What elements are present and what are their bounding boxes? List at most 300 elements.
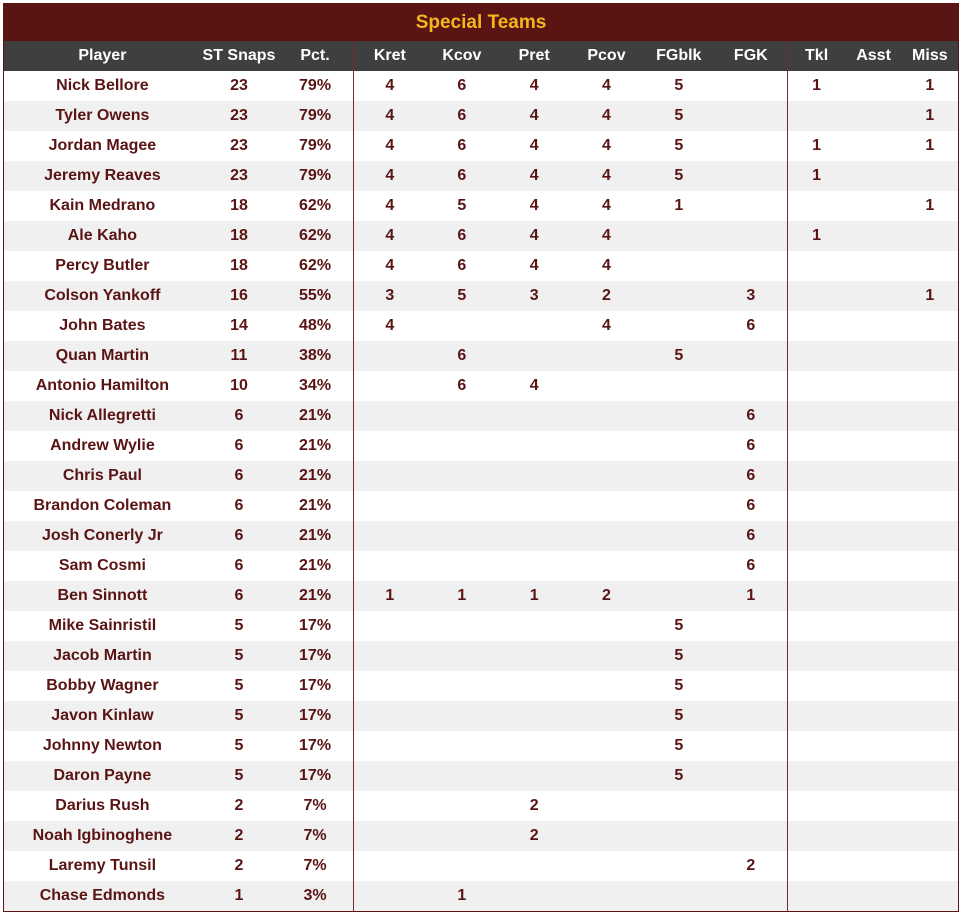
cell-asst [845, 521, 901, 551]
cell-pct: 62% [277, 251, 353, 281]
cell-fgk [715, 71, 787, 101]
cell-pcov [570, 341, 642, 371]
cell-miss [902, 701, 958, 731]
cell-kret [353, 371, 425, 401]
cell-st-snaps: 23 [201, 101, 277, 131]
cell-fgblk: 5 [643, 761, 715, 791]
cell-fgk: 6 [715, 551, 787, 581]
cell-miss [902, 641, 958, 671]
cell-st-snaps: 6 [201, 551, 277, 581]
cell-miss [902, 581, 958, 611]
cell-pct: 79% [277, 71, 353, 101]
cell-tkl [787, 821, 845, 851]
table-title: Special Teams [4, 4, 958, 41]
cell-kcov [426, 851, 498, 881]
cell-kret [353, 761, 425, 791]
cell-tkl [787, 791, 845, 821]
cell-kret [353, 731, 425, 761]
cell-pcov [570, 701, 642, 731]
cell-pct: 17% [277, 701, 353, 731]
cell-pct: 17% [277, 761, 353, 791]
cell-pcov [570, 491, 642, 521]
cell-fgk [715, 251, 787, 281]
table-row [4, 101, 958, 131]
cell-pcov: 4 [570, 311, 642, 341]
cell-fgblk [643, 791, 715, 821]
cell-pct: 21% [277, 581, 353, 611]
cell-fgk: 1 [715, 581, 787, 611]
cell-pret: 4 [498, 131, 570, 161]
cell-fgk: 6 [715, 431, 787, 461]
cell-fgblk [643, 431, 715, 461]
table-row [4, 821, 958, 851]
cell-pret: 2 [498, 791, 570, 821]
cell-tkl [787, 281, 845, 311]
cell-asst [845, 251, 901, 281]
cell-pcov [570, 401, 642, 431]
cell-st-snaps: 1 [201, 881, 277, 911]
cell-st-snaps: 14 [201, 311, 277, 341]
cell-miss: 1 [902, 281, 958, 311]
cell-asst [845, 581, 901, 611]
cell-miss [902, 461, 958, 491]
cell-st-snaps: 6 [201, 401, 277, 431]
cell-pcov: 4 [570, 131, 642, 161]
cell-tkl [787, 641, 845, 671]
cell-tkl [787, 731, 845, 761]
cell-kret: 4 [353, 161, 425, 191]
column-header-pret: Pret [498, 41, 570, 71]
column-header-asst: Asst [845, 41, 901, 71]
cell-pct: 21% [277, 491, 353, 521]
cell-kcov: 6 [426, 101, 498, 131]
cell-kret [353, 611, 425, 641]
cell-asst [845, 641, 901, 671]
cell-fgk: 2 [715, 851, 787, 881]
cell-kcov: 1 [426, 581, 498, 611]
cell-asst [845, 431, 901, 461]
cell-pcov [570, 371, 642, 401]
cell-kcov [426, 491, 498, 521]
cell-pct: 7% [277, 821, 353, 851]
cell-pret: 4 [498, 221, 570, 251]
cell-kret: 4 [353, 191, 425, 221]
cell-kcov [426, 701, 498, 731]
player-name-cell: Noah Igbinoghene [4, 821, 201, 851]
cell-kcov [426, 461, 498, 491]
cell-kret [353, 341, 425, 371]
table-row [4, 671, 958, 701]
cell-fgk [715, 821, 787, 851]
table-row [4, 401, 958, 431]
cell-fgblk: 5 [643, 341, 715, 371]
table-row [4, 881, 958, 911]
cell-asst [845, 191, 901, 221]
cell-pret [498, 491, 570, 521]
table-row [4, 731, 958, 761]
cell-st-snaps: 11 [201, 341, 277, 371]
cell-pret [498, 761, 570, 791]
cell-asst [845, 281, 901, 311]
cell-asst [845, 461, 901, 491]
cell-pcov [570, 551, 642, 581]
cell-st-snaps: 5 [201, 701, 277, 731]
player-name-cell: Nick Bellore [4, 71, 201, 101]
cell-st-snaps: 5 [201, 731, 277, 761]
cell-pret [498, 611, 570, 641]
cell-pcov: 2 [570, 281, 642, 311]
cell-pret: 2 [498, 821, 570, 851]
player-name-cell: Daron Payne [4, 761, 201, 791]
table-row [4, 521, 958, 551]
cell-miss [902, 851, 958, 881]
cell-kret [353, 491, 425, 521]
column-header-pcov: Pcov [570, 41, 642, 71]
cell-kret [353, 851, 425, 881]
cell-tkl [787, 251, 845, 281]
table-row [4, 701, 958, 731]
cell-pret: 1 [498, 581, 570, 611]
column-header-kcov: Kcov [426, 41, 498, 71]
cell-pret: 4 [498, 71, 570, 101]
cell-kcov: 6 [426, 131, 498, 161]
cell-tkl [787, 491, 845, 521]
cell-kcov: 6 [426, 71, 498, 101]
cell-pret [498, 641, 570, 671]
cell-miss [902, 221, 958, 251]
cell-asst [845, 161, 901, 191]
cell-fgk: 6 [715, 461, 787, 491]
table-row [4, 311, 958, 341]
player-name-cell: Quan Martin [4, 341, 201, 371]
cell-st-snaps: 23 [201, 131, 277, 161]
cell-fgk [715, 131, 787, 161]
cell-pret [498, 521, 570, 551]
cell-kret [353, 671, 425, 701]
cell-tkl [787, 581, 845, 611]
cell-kret: 4 [353, 71, 425, 101]
cell-miss: 1 [902, 101, 958, 131]
cell-pcov: 4 [570, 161, 642, 191]
cell-asst [845, 761, 901, 791]
cell-fgk [715, 671, 787, 701]
player-name-cell: Andrew Wylie [4, 431, 201, 461]
cell-pct: 79% [277, 101, 353, 131]
cell-kcov: 5 [426, 191, 498, 221]
cell-tkl [787, 461, 845, 491]
cell-fgblk [643, 821, 715, 851]
cell-pcov: 4 [570, 191, 642, 221]
cell-st-snaps: 23 [201, 71, 277, 101]
cell-fgk [715, 611, 787, 641]
cell-st-snaps: 5 [201, 611, 277, 641]
cell-kcov [426, 551, 498, 581]
cell-fgk [715, 641, 787, 671]
cell-kret [353, 521, 425, 551]
cell-fgblk [643, 551, 715, 581]
cell-pcov [570, 731, 642, 761]
cell-kcov: 6 [426, 161, 498, 191]
cell-miss [902, 731, 958, 761]
cell-fgblk: 5 [643, 671, 715, 701]
cell-asst [845, 131, 901, 161]
cell-fgk [715, 701, 787, 731]
cell-pct: 21% [277, 461, 353, 491]
table-row [4, 341, 958, 371]
cell-kcov [426, 761, 498, 791]
cell-miss [902, 161, 958, 191]
cell-pct: 79% [277, 161, 353, 191]
cell-asst [845, 701, 901, 731]
cell-fgblk: 5 [643, 641, 715, 671]
cell-asst [845, 311, 901, 341]
cell-fgk [715, 101, 787, 131]
player-name-cell: Percy Butler [4, 251, 201, 281]
player-name-cell: Tyler Owens [4, 101, 201, 131]
cell-fgblk: 1 [643, 191, 715, 221]
cell-pret [498, 341, 570, 371]
cell-kcov [426, 641, 498, 671]
cell-asst [845, 791, 901, 821]
cell-pcov: 4 [570, 221, 642, 251]
cell-fgk: 6 [715, 401, 787, 431]
cell-fgblk [643, 401, 715, 431]
cell-st-snaps: 6 [201, 491, 277, 521]
column-header-fgk: FGK [715, 41, 787, 71]
cell-pcov [570, 761, 642, 791]
cell-kcov [426, 731, 498, 761]
player-name-cell: Chase Edmonds [4, 881, 201, 911]
table-row [4, 491, 958, 521]
cell-asst [845, 821, 901, 851]
player-name-cell: John Bates [4, 311, 201, 341]
cell-fgblk [643, 491, 715, 521]
cell-pct: 34% [277, 371, 353, 401]
cell-miss [902, 311, 958, 341]
cell-st-snaps: 6 [201, 581, 277, 611]
cell-pret [498, 431, 570, 461]
cell-pret: 4 [498, 371, 570, 401]
cell-miss [902, 881, 958, 911]
cell-st-snaps: 23 [201, 161, 277, 191]
table-row [4, 71, 958, 101]
table-row [4, 641, 958, 671]
cell-st-snaps: 6 [201, 461, 277, 491]
header-row [4, 41, 958, 71]
cell-pret: 3 [498, 281, 570, 311]
cell-kcov [426, 791, 498, 821]
cell-pcov: 4 [570, 251, 642, 281]
cell-pct: 21% [277, 521, 353, 551]
table-row [4, 551, 958, 581]
cell-kret [353, 821, 425, 851]
cell-pcov: 2 [570, 581, 642, 611]
cell-fgk [715, 761, 787, 791]
cell-st-snaps: 2 [201, 791, 277, 821]
special-teams-panel [3, 3, 959, 912]
cell-kret [353, 551, 425, 581]
cell-pcov [570, 791, 642, 821]
cell-asst [845, 851, 901, 881]
cell-fgblk: 5 [643, 701, 715, 731]
cell-pct: 79% [277, 131, 353, 161]
player-name-cell: Brandon Coleman [4, 491, 201, 521]
cell-pct: 17% [277, 641, 353, 671]
table-row [4, 281, 958, 311]
cell-pct: 17% [277, 671, 353, 701]
cell-kret [353, 401, 425, 431]
cell-fgk [715, 161, 787, 191]
cell-fgblk [643, 881, 715, 911]
cell-tkl [787, 881, 845, 911]
player-name-cell: Javon Kinlaw [4, 701, 201, 731]
cell-tkl [787, 311, 845, 341]
cell-fgblk: 5 [643, 101, 715, 131]
player-name-cell: Bobby Wagner [4, 671, 201, 701]
cell-miss [902, 521, 958, 551]
cell-st-snaps: 2 [201, 851, 277, 881]
cell-kret [353, 791, 425, 821]
cell-pcov [570, 881, 642, 911]
player-name-cell: Colson Yankoff [4, 281, 201, 311]
cell-pret: 4 [498, 251, 570, 281]
table-row [4, 851, 958, 881]
cell-miss [902, 611, 958, 641]
player-name-cell: Jacob Martin [4, 641, 201, 671]
column-header-fgblk: FGblk [643, 41, 715, 71]
cell-pct: 7% [277, 791, 353, 821]
cell-tkl [787, 701, 845, 731]
table-row [4, 761, 958, 791]
cell-asst [845, 491, 901, 521]
player-name-cell: Laremy Tunsil [4, 851, 201, 881]
cell-asst [845, 671, 901, 701]
cell-kret [353, 701, 425, 731]
cell-asst [845, 221, 901, 251]
cell-fgk [715, 881, 787, 911]
table-row [4, 431, 958, 461]
cell-st-snaps: 16 [201, 281, 277, 311]
cell-asst [845, 371, 901, 401]
cell-fgblk [643, 281, 715, 311]
cell-kret [353, 461, 425, 491]
table-row [4, 161, 958, 191]
cell-kret: 1 [353, 581, 425, 611]
table-row [4, 611, 958, 641]
column-header-kret: Kret [353, 41, 425, 71]
cell-st-snaps: 10 [201, 371, 277, 401]
cell-fgblk: 5 [643, 161, 715, 191]
player-name-cell: Darius Rush [4, 791, 201, 821]
cell-pct: 55% [277, 281, 353, 311]
cell-kcov: 6 [426, 341, 498, 371]
column-header-player: Player [4, 41, 201, 71]
column-header-tkl: Tkl [787, 41, 845, 71]
cell-tkl [787, 551, 845, 581]
cell-asst [845, 71, 901, 101]
cell-kcov: 6 [426, 371, 498, 401]
cell-fgblk: 5 [643, 731, 715, 761]
cell-miss [902, 251, 958, 281]
cell-fgblk: 5 [643, 131, 715, 161]
cell-tkl [787, 371, 845, 401]
cell-miss: 1 [902, 131, 958, 161]
player-name-cell: Jordan Magee [4, 131, 201, 161]
table-row [4, 461, 958, 491]
cell-pct: 38% [277, 341, 353, 371]
cell-fgblk: 5 [643, 611, 715, 641]
cell-tkl [787, 671, 845, 701]
cell-tkl [787, 401, 845, 431]
cell-st-snaps: 18 [201, 191, 277, 221]
player-name-cell: Sam Cosmi [4, 551, 201, 581]
cell-kret: 3 [353, 281, 425, 311]
table-row [4, 221, 958, 251]
cell-asst [845, 401, 901, 431]
cell-pcov [570, 521, 642, 551]
cell-kcov: 6 [426, 251, 498, 281]
cell-pct: 17% [277, 611, 353, 641]
column-header-miss: Miss [902, 41, 958, 71]
cell-miss [902, 551, 958, 581]
cell-pct: 21% [277, 401, 353, 431]
cell-pct: 48% [277, 311, 353, 341]
table-row [4, 791, 958, 821]
cell-st-snaps: 18 [201, 251, 277, 281]
table-row [4, 371, 958, 401]
column-header-st-snaps: ST Snaps [201, 41, 277, 71]
cell-fgblk [643, 521, 715, 551]
cell-tkl: 1 [787, 161, 845, 191]
cell-st-snaps: 6 [201, 521, 277, 551]
cell-kcov: 5 [426, 281, 498, 311]
cell-fgk: 6 [715, 521, 787, 551]
cell-miss: 1 [902, 191, 958, 221]
cell-kret: 4 [353, 131, 425, 161]
cell-fgk [715, 371, 787, 401]
cell-pret [498, 551, 570, 581]
cell-pcov [570, 461, 642, 491]
cell-tkl [787, 611, 845, 641]
column-header-pct: Pct. [277, 41, 353, 71]
cell-fgblk [643, 221, 715, 251]
cell-pcov [570, 851, 642, 881]
player-name-cell: Jeremy Reaves [4, 161, 201, 191]
cell-st-snaps: 2 [201, 821, 277, 851]
cell-tkl [787, 431, 845, 461]
cell-pcov [570, 611, 642, 641]
cell-fgk [715, 191, 787, 221]
cell-pret [498, 851, 570, 881]
cell-kcov [426, 521, 498, 551]
cell-fgblk [643, 851, 715, 881]
cell-asst [845, 341, 901, 371]
player-name-cell: Josh Conerly Jr [4, 521, 201, 551]
cell-fgblk [643, 461, 715, 491]
cell-tkl: 1 [787, 71, 845, 101]
cell-tkl [787, 101, 845, 131]
special-teams-table [4, 41, 958, 911]
cell-st-snaps: 5 [201, 641, 277, 671]
cell-pcov: 4 [570, 71, 642, 101]
player-name-cell: Nick Allegretti [4, 401, 201, 431]
cell-asst [845, 881, 901, 911]
cell-kcov [426, 311, 498, 341]
cell-fgk [715, 791, 787, 821]
cell-pret [498, 671, 570, 701]
cell-pret [498, 401, 570, 431]
player-name-cell: Antonio Hamilton [4, 371, 201, 401]
